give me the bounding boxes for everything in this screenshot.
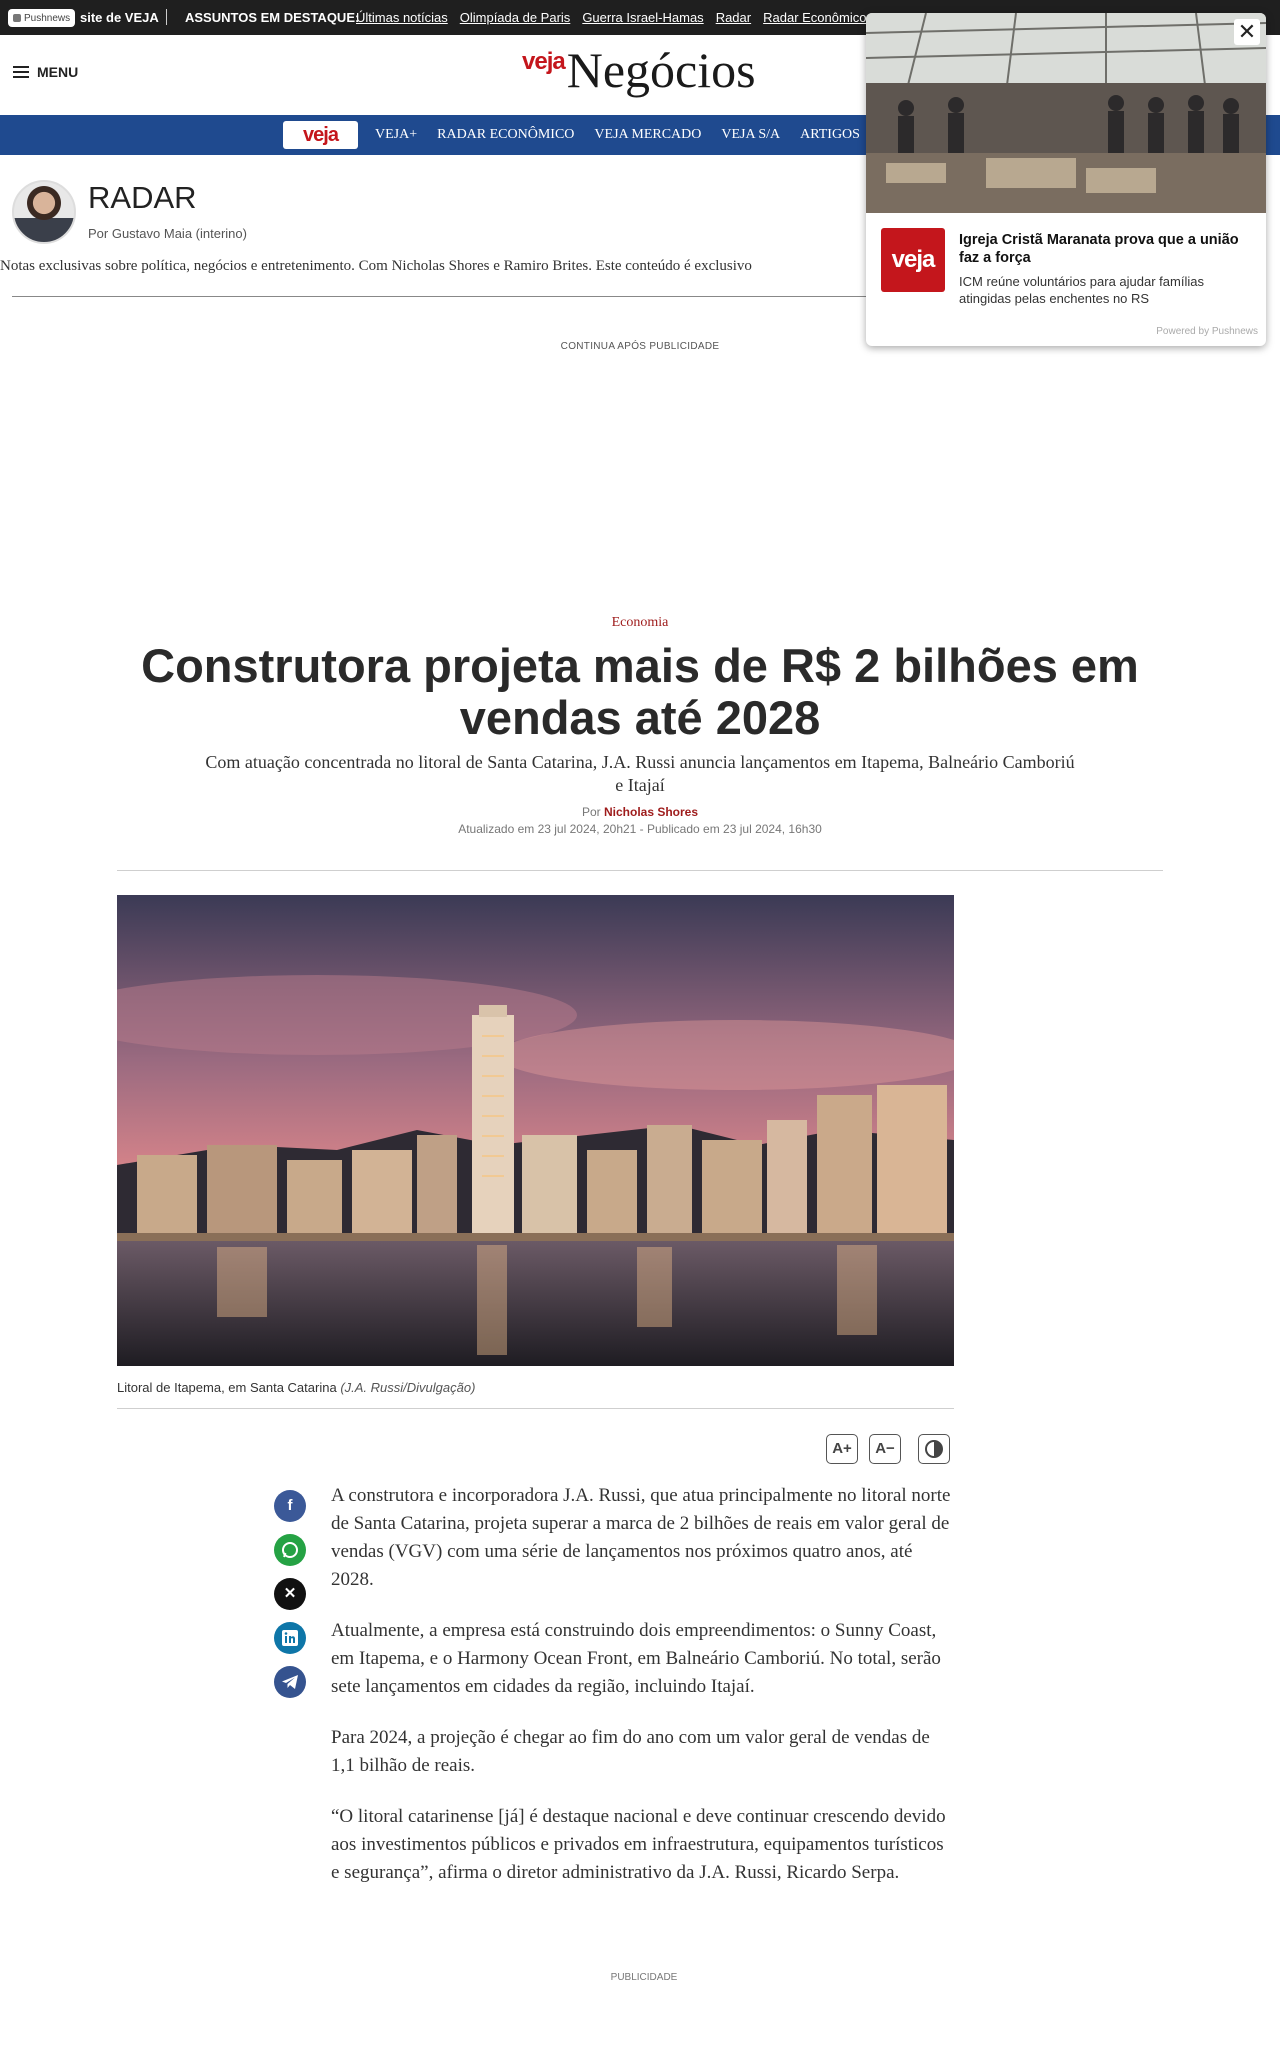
x-icon: ✕ bbox=[283, 1585, 297, 1602]
menu-label: MENU bbox=[37, 64, 79, 80]
topic-link-olimpiada[interactable]: Olimpíada de Paris bbox=[459, 10, 571, 25]
whatsapp-icon bbox=[281, 1541, 299, 1559]
share-x[interactable] bbox=[274, 1578, 306, 1610]
pushnews-badge[interactable] bbox=[8, 9, 75, 27]
pushnews-icon bbox=[13, 14, 21, 22]
pushnews-label: Pushnews bbox=[24, 12, 71, 24]
article-title: Construtora projeta mais de R$ 2 bilhões em vendas até 2028 bbox=[141, 639, 1139, 744]
paragraph: Para 2024, a projeção é chegar ao fim do ano com um valor geral de vendas de 1,1 bilhão de reais. bbox=[331, 1727, 930, 1776]
nav-item-veja-mercado[interactable]: VEJA MERCADO bbox=[594, 127, 702, 142]
share-telegram[interactable] bbox=[274, 1666, 306, 1698]
nav-item-veja-sa[interactable]: VEJA S/A bbox=[721, 127, 781, 142]
telegram-icon bbox=[281, 1673, 299, 1691]
share-whatsapp[interactable] bbox=[274, 1534, 306, 1566]
contrast-icon bbox=[924, 1439, 944, 1459]
font-decrease-button[interactable]: A− bbox=[869, 1434, 901, 1464]
ad-label: PUBLICIDADE bbox=[610, 1972, 678, 1983]
topic-link-guerra[interactable]: Guerra Israel-Hamas bbox=[582, 10, 704, 25]
nav-item-radar-economico[interactable]: RADAR ECONÔMICO bbox=[437, 127, 575, 142]
image-caption bbox=[117, 1380, 475, 1395]
contrast-button[interactable] bbox=[918, 1434, 950, 1464]
author-link[interactable]: Nicholas Shores bbox=[604, 805, 699, 819]
share-linkedin[interactable] bbox=[274, 1622, 306, 1654]
close-icon[interactable]: ✕ bbox=[1234, 19, 1260, 45]
article-subtitle: Com atuação concentrada no litoral de Santa Catarina, J.A. Russi anuncia lançamentos em Itapema, Balneário Camboriú e Itajaí bbox=[205, 752, 1075, 795]
menu-button[interactable] bbox=[13, 64, 78, 80]
caption-text: Litoral de Itapema, em Santa Catarina bbox=[117, 1380, 337, 1395]
linkedin-icon bbox=[282, 1630, 298, 1646]
notification-title[interactable]: Igreja Cristã Maranata prova que a união faz a força bbox=[959, 232, 1239, 266]
hero-image bbox=[117, 895, 954, 1366]
ad-label: CONTINUA APÓS PUBLICIDADE bbox=[560, 341, 720, 352]
notification-image[interactable] bbox=[866, 13, 1266, 213]
avatar[interactable] bbox=[12, 180, 76, 244]
nav-item-vejaplus[interactable]: VEJA+ bbox=[375, 127, 418, 142]
veja-home-logo[interactable]: veja bbox=[283, 121, 358, 149]
divider bbox=[166, 9, 167, 25]
font-increase-button[interactable]: A+ bbox=[826, 1434, 858, 1464]
article-byline bbox=[0, 805, 1280, 819]
paragraph: A construtora e incorporadora J.A. Russi, que atua principalmente no litoral norte de Santa Catarina, projeta superar a marca de 2 bilhões de reais em valor geral de vendas (VGV) com uma série de lançamentos nos próximos quatro anos, até 2028. bbox=[331, 1485, 951, 1590]
divider bbox=[117, 870, 1163, 871]
notification-logo: veja bbox=[881, 228, 945, 292]
brand-logo[interactable] bbox=[522, 42, 756, 98]
hamburger-icon bbox=[13, 66, 29, 78]
topic-link-radar[interactable]: Radar bbox=[715, 10, 752, 25]
nav-item-artigos[interactable]: ARTIGOS bbox=[800, 127, 860, 142]
paragraph: Atualmente, a empresa está construindo dois empreendimentos: o Sunny Coast, em Itapema, e o Harmony Ocean Front, em Balneário Camboriú. No total, serão sete lançamentos em cidades da região, incluindo Itajaí. bbox=[331, 1620, 941, 1697]
blog-description: Notas exclusivas sobre política, negócios e entretenimento. Com Nicholas Shores e Ramiro Brites. Este conteúdo é exclusivo bbox=[0, 258, 752, 274]
powered-by: Powered by Pushnews bbox=[1156, 326, 1258, 337]
caption-credit: (J.A. Russi/Divulgação) bbox=[340, 1380, 476, 1395]
paragraph: “O litoral catarinense [já] é destaque nacional e deve continuar crescendo devido aos investimentos públicos e privados em infraestrutura, equipamentos turísticos e segurança”, afirma o diretor administrativo da J.A. Russi, Ricardo Serpa. bbox=[331, 1806, 946, 1883]
site-label: site de VEJA bbox=[80, 10, 159, 25]
notification-description[interactable]: ICM reúne voluntários para ajudar famílias atingidas pelas enchentes no RS bbox=[959, 274, 1204, 306]
article-body bbox=[331, 1482, 956, 1910]
divider bbox=[12, 296, 870, 297]
article-dates: Atualizado em 23 jul 2024, 20h21 - Publicado em 23 jul 2024, 16h30 bbox=[458, 822, 822, 836]
article-category[interactable]: Economia bbox=[611, 615, 669, 630]
topic-link-ultimas[interactable]: Últimas notícias bbox=[356, 10, 448, 25]
share-facebook[interactable] bbox=[274, 1490, 306, 1522]
topic-links bbox=[356, 10, 866, 25]
byline-prefix: Por bbox=[581, 805, 601, 819]
blog-byline: Por Gustavo Maia (interino) bbox=[88, 226, 247, 241]
blog-name[interactable]: RADAR bbox=[88, 180, 197, 215]
brand-section: Negócios bbox=[566, 42, 756, 98]
assuntos-label: ASSUNTOS EM DESTAQUE: bbox=[185, 10, 360, 25]
topic-link-radar-economico[interactable]: Radar Econômico bbox=[763, 10, 867, 25]
brand-veja: veja bbox=[522, 48, 565, 75]
facebook-icon: f bbox=[287, 1497, 293, 1514]
push-notification-popup[interactable] bbox=[866, 13, 1266, 346]
divider bbox=[117, 1408, 954, 1409]
